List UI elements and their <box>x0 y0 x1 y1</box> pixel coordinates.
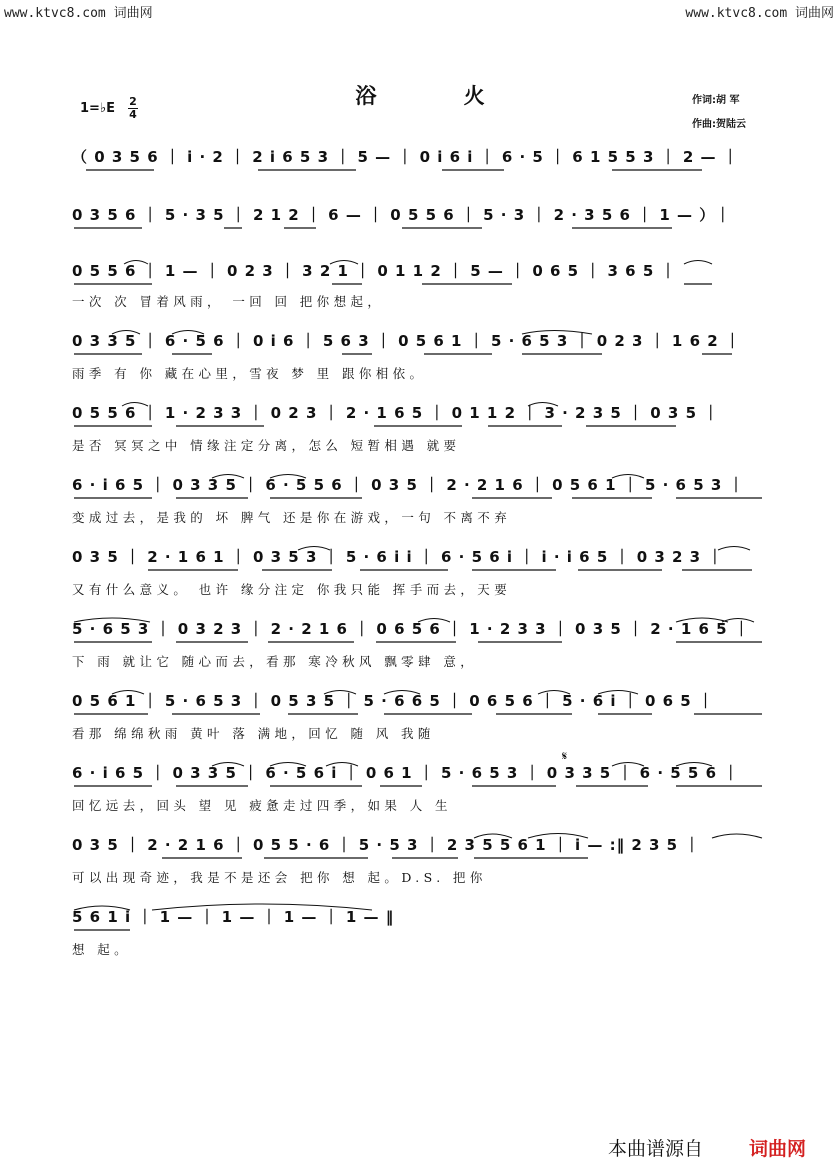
watermark-right: www.ktvc8.com 词曲网 <box>685 6 834 21</box>
time-signature <box>128 97 138 120</box>
notation-row-11-notes: 0 3 5 ｜ 2 · 2 1 6 ｜ 0 5 5 · 6 ｜ 5 · 5 3 ｜ 2 3 5 5 6 1 ｜ i — :‖ 2 3 5 ｜ <box>72 836 701 854</box>
lyric-row-7: 又有什么意义。 也许 缘分注定 你我只能 挥手而去，天要 <box>72 582 512 597</box>
notation-row-4 <box>72 330 772 356</box>
key-signature: 1=♭E <box>80 101 115 116</box>
meter-top: 2 <box>129 95 137 108</box>
lyric-row-9: 看那 绵绵秋雨 黄叶 落 满地，回忆 随 风 我随 <box>72 726 435 741</box>
composer-credit: 作曲:贺陆云 <box>692 119 746 130</box>
footer-site-logo[interactable]: 词曲网 <box>749 1138 807 1160</box>
notation-row-11 <box>72 834 772 860</box>
notation-row-3 <box>72 260 772 286</box>
notation-row-9-notes: 0 5 6 1 ｜ 5 · 6 5 3 ｜ 0 5 3 5 ｜ 5 · 6 6 5 ｜ 0 6 5 6 ｜ 5 · 6 i ｜ 0 6 5 ｜ <box>72 692 714 710</box>
lyric-row-11: 可以出现奇迹，我是不是还会 把你 想 起。D.S. 把你 <box>72 870 487 885</box>
song-title: 浴 火 <box>355 83 525 108</box>
notation-row-8 <box>72 618 772 644</box>
notation-row-5-notes: 0 5 5 6 ｜ 1 · 2 3 3 ｜ 0 2 3 ｜ 2 · 1 6 5 ｜ 0 1 1 2 ｜ 3 · 2 3 5 ｜ 0 3 5 ｜ <box>72 404 720 422</box>
lyric-row-8: 下 雨 就让它 随心而去，看那 寒冷秋风 飘零肆 意， <box>72 654 478 669</box>
notation-row-1-notes: （ 0 3 5 6 ｜ i · 2 ｜ 2 i 6 5 3 ｜ 5 — ｜ 0 i 6 i ｜ 6 · 5 ｜ 6 1 5 5 3 ｜ 2 — ｜ <box>72 148 739 166</box>
lyric-row-12: 想 起。 <box>72 942 132 957</box>
notation-row-4-notes: 0 3 3 5 ｜ 6 · 5 6 ｜ 0 i 6 ｜ 5 6 3 ｜ 0 5 6 1 ｜ 5 · 6 5 3 ｜ 0 2 3 ｜ 1 6 2 ｜ <box>72 332 741 350</box>
lyricist-credit: 作词:胡 军 <box>692 95 740 106</box>
notation-row-6 <box>72 474 772 500</box>
lyric-row-4: 雨季 有 你 藏在心里，雪夜 梦 里 跟你相依。 <box>72 366 427 381</box>
notation-row-6-notes: 6 · i 6 5 ｜ 0 3 3 5 ｜ 6 · 5 5 6 ｜ 0 3 5 ｜ 2 · 2 1 6 ｜ 0 5 6 1 ｜ 5 · 6 5 3 ｜ <box>72 476 745 494</box>
notation-row-7-notes: 0 3 5 ｜ 2 · 1 6 1 ｜ 0 3 5 3 ｜ 5 · 6 i i ｜ 6 · 5 6 i ｜ i · i 6 5 ｜ 0 3 2 3 ｜ <box>72 548 724 566</box>
notation-row-8-notes: 5 · 6 5 3 ｜ 0 3 2 3 ｜ 2 · 2 1 6 ｜ 0 6 5 6 ｜ 1 · 2 3 3 ｜ 0 3 5 ｜ 2 · 1 6 5 ｜ <box>72 620 750 638</box>
lyric-row-6: 变成过去，是我的 坏 脾气 还是你在游戏，一句 不离不弃 <box>72 510 512 525</box>
notation-row-7 <box>72 546 772 572</box>
meter-bottom: 4 <box>129 108 137 121</box>
notation-row-10 <box>72 749 772 788</box>
notation-row-2-notes: 0 3 5 6 ｜ 5 · 3 5 ｜ 2 1 2 ｜ 6 — ｜ 0 5 5 6 ｜ 5 · 3 ｜ 2 · 3 5 6 ｜ 1 — ）｜ <box>72 206 732 224</box>
lyric-row-10: 回忆远去，回头 望 见 疲惫走过四季，如果 人 生 <box>72 798 452 813</box>
notation-row-12-notes: 5 6 1 i ｜ 1 — ｜ 1 — ｜ 1 — ｜ 1 — ‖ <box>72 908 395 926</box>
lyric-row-5: 是否 冥冥之中 情缘注定分离，怎么 短暂相遇 就要 <box>72 438 461 453</box>
notation-row-9 <box>72 690 772 716</box>
footer-source-label: 本曲谱源自 <box>608 1138 704 1160</box>
notation-row-10-notes: 6 · i 6 5 ｜ 0 3 3 5 ｜ 6 · 5 6 i ｜ 0 6 1 ｜ 5 · 6 5 3 ｜ 0 3 3 5 ｜ 6 · 5 5 6 ｜ <box>72 764 740 782</box>
notation-row-3-notes: 0 5 5 6 ｜ 1 — ｜ 0 2 3 ｜ 3 2 1 ｜ 0 1 1 2 ｜ 5 — ｜ 0 6 5 ｜ 3 6 5 ｜ <box>72 262 677 280</box>
lyric-row-3: 一次 次 冒着风雨， 一回 回 把你想起， <box>72 294 385 309</box>
notation-row-5 <box>72 402 772 428</box>
segno-sign: 𝄋 <box>562 749 568 763</box>
notation-row-2 <box>72 204 772 230</box>
watermark-left: www.ktvc8.com 词曲网 <box>4 6 153 21</box>
notation-row-1 <box>72 146 772 172</box>
notation-row-12 <box>72 906 772 932</box>
